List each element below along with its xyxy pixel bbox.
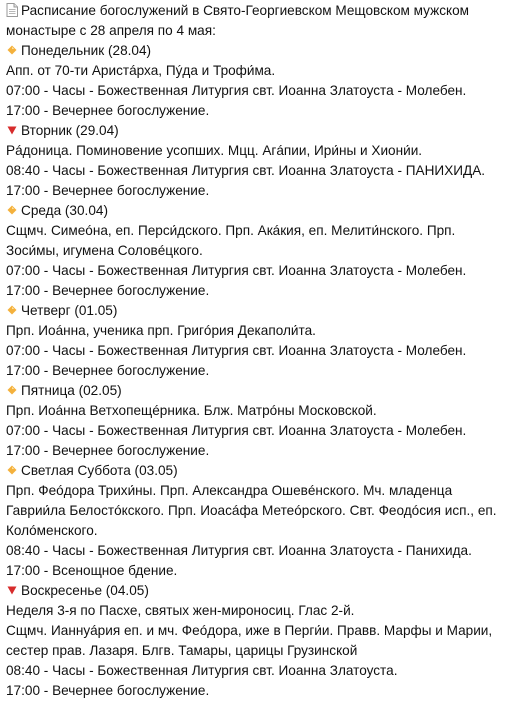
day-text-line: 07:00 - Часы - Божественная Литургия свт. Иоанна Златоуста - Молебен. <box>6 263 467 278</box>
day-title: Среда (30.04) <box>21 203 108 218</box>
header-line-1 <box>6 1 519 21</box>
days-list <box>6 41 519 701</box>
day-title: Понедельник (28.04) <box>21 43 152 58</box>
orange-diamond-icon <box>6 44 18 56</box>
day-text-line: 08:40 - Часы - Божественная Литургия свт. Иоанна Златоуста - Панихида. <box>6 543 472 558</box>
red-triangle-down-icon <box>6 124 18 136</box>
orange-diamond-icon <box>6 384 18 396</box>
day-title: Воскресенье (04.05) <box>21 583 149 598</box>
day-text-line: 08:40 - Часы - Божественная Литургия свт. Иоанна Златоуста. <box>6 663 398 678</box>
day-text-line: сестер прав. Лазаря. Блгв. Тамары, царицы Грузинской <box>6 643 358 658</box>
day-text-line: 17:00 - Вечернее богослужение. <box>6 363 210 378</box>
day-title: Светлая Суббота (03.05) <box>21 463 178 478</box>
day-heading <box>6 461 519 481</box>
day-text-line: Сщмч. Симеóна, еп. Перси́дского. Прп. Акáкия, еп. Мелити́нского. Прп. <box>6 223 456 238</box>
day-heading <box>6 41 519 61</box>
day-text-line: 08:40 - Часы - Божественная Литургия свт. Иоанна Златоуста - ПАНИХИДА. <box>6 163 486 178</box>
day-text-line: Прп. Иоáнна Ветхопещéрника. Блж. Матрóны Московской. <box>6 403 377 418</box>
day-title: Пятница (02.05) <box>21 383 122 398</box>
day-text-line: Апп. от 70-ти Аристáрха, Пýда и Трофи́ма. <box>6 63 276 78</box>
day-section <box>6 581 519 701</box>
day-heading <box>6 581 519 601</box>
day-text-line: 17:00 - Вечернее богослужение. <box>6 283 210 298</box>
day-title: Вторник (29.04) <box>21 123 119 138</box>
day-text-line: 17:00 - Вечернее богослужение. <box>6 443 210 458</box>
orange-diamond-icon <box>6 464 18 476</box>
page-facing-up-icon <box>6 3 18 17</box>
day-section <box>6 301 519 381</box>
red-triangle-down-icon <box>6 584 18 596</box>
day-section <box>6 461 519 581</box>
day-heading <box>6 301 519 321</box>
day-text-line: Неделя 3-я по Пасхе, святых жен-мироносиц. Глас 2-й. <box>6 603 355 618</box>
day-text-line: Рáдоница. Поминовение усопших. Мцц. Агáпии, Ири́ны и Хиони́и. <box>6 143 423 158</box>
day-heading <box>6 121 519 141</box>
orange-diamond-icon <box>6 204 18 216</box>
day-section <box>6 381 519 461</box>
day-text-line: Сщмч. Ианнуáрия еп. и мч. Феóдора, иже в Перги́и. Правв. Марфы и Марии, <box>6 623 493 638</box>
day-section <box>6 201 519 301</box>
day-text-line: Зоси́мы, игумена Соловéцкого. <box>6 243 203 258</box>
day-heading <box>6 201 519 221</box>
day-text-line: 17:00 - Всенощное бдение. <box>6 563 178 578</box>
header-title-line-1: Расписание богослужений в Свято-Георгиевском Мещовском мужском <box>21 3 470 18</box>
day-text-line: Колóменского. <box>6 523 98 538</box>
schedule-header <box>6 1 519 41</box>
day-text-line: 17:00 - Вечернее богослужение. <box>6 683 210 698</box>
day-title: Четверг (01.05) <box>21 303 118 318</box>
day-section <box>6 121 519 201</box>
day-text-line: Прп. Феóдора Трихи́ны. Прп. Александра Ошевéнского. Мч. младенца <box>6 483 453 498</box>
day-text-line: 07:00 - Часы - Божественная Литургия свт. Иоанна Златоуста - Молебен. <box>6 423 467 438</box>
day-text-line: 07:00 - Часы - Божественная Литургия свт. Иоанна Златоуста - Молебен. <box>6 83 467 98</box>
day-text-line: Гаврии́ла Белостóкского. Прп. Иоасáфа Метеóрского. Свт. Феодóсия исп., еп. <box>6 503 497 518</box>
day-text-line: 17:00 - Вечернее богослужение. <box>6 103 210 118</box>
day-text-line: Прп. Иоáнна, ученика прп. Григóрия Декаполи́та. <box>6 323 316 338</box>
day-heading <box>6 381 519 401</box>
day-text-line: 17:00 - Вечернее богослужение. <box>6 183 210 198</box>
day-section <box>6 41 519 121</box>
day-text-line: 07:00 - Часы - Божественная Литургия свт. Иоанна Златоуста - Молебен. <box>6 343 467 358</box>
orange-diamond-icon <box>6 304 18 316</box>
header-line-2: монастыре с 28 апреля по 4 мая: <box>6 23 216 38</box>
